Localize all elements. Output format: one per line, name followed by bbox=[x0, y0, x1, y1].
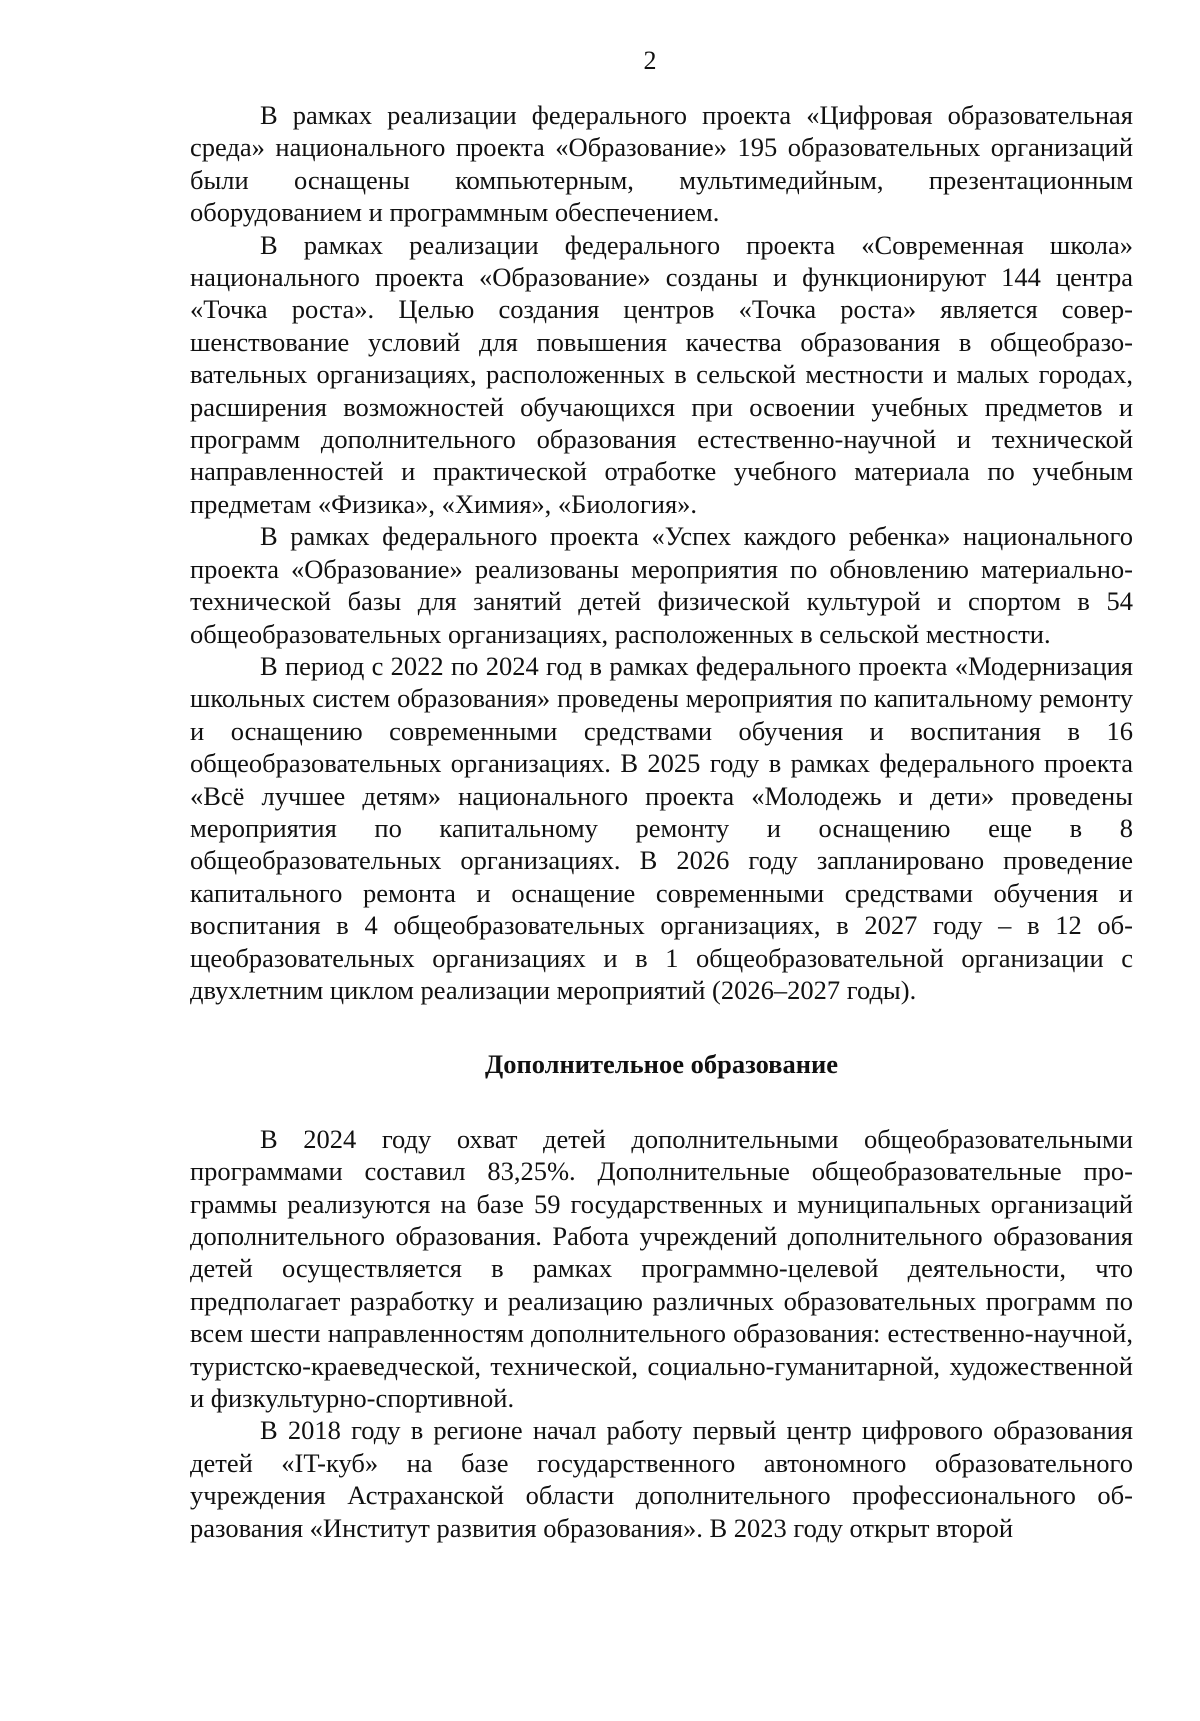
paragraph-additional-education-coverage: В 2024 году охват детей дополнительными общеобразовательными программами составил 83,25%. Дополнительные общеобразовательные программы реализуются на базе 59 государственных и муниципальных организаций дополнительного образования. Работа учреждений дополнительного образования детей осуществляется в рамках программно-целевой деятельности, что предполагает разработку и реализацию различных образовательных программ по всем шести направленностям дополнительного образования: естественно-научной, туристско-краеведческой, технической, социально-гуманитарной, художественной и физкультурно-спортивной. bbox=[190, 1123, 1133, 1414]
paragraph-it-cube: В 2018 году в регионе начал работу первый центр цифрового образования детей «IT-куб» на базе государственного автономного образовательного учреждения Астраханской области дополнительного профессионального образования «Институт развития образования». В 2023 году открыт второй bbox=[190, 1415, 1133, 1543]
section-heading-additional-education: Дополнительное образование bbox=[484, 1049, 839, 1080]
page-number: 2 bbox=[643, 46, 657, 75]
document-body bbox=[190, 99, 1133, 1544]
paragraph-school-modernization: В период с 2022 по 2024 год в рамках федерального проекта «Модернизация школьных систем образования» проведены мероприятия по капитальному ремонту и оснащению современными средствами обучения и воспитания в 16 общеобразовательных организациях. В 2025 году в рамках федерального проекта «Всё лучшее детям» национального проекта «Молодежь и дети» проведены мероприятия по капитальному ремонту и оснащению еще в 8 общеобразовательных организациях. В 2026 году запланировано проведение капитального ремонта и оснащение современными средствами обучения и воспитания в 4 общеобразовательных организациях, в 2027 году – в 12 общеобразовательных организациях и в 1 общеобразовательной организации с двухлетним циклом реализации мероприятий (2026–2027 годы). bbox=[190, 650, 1133, 1005]
paragraph-success-every-child: В рамках федерального проекта «Успех каждого ребенка» национального проекта «Образование» реализованы мероприятия по обновлению материально-технической базы для занятий детей физической культурой и спортом в 54 общеобразовательных организациях, расположенных в сельской местности. bbox=[190, 521, 1133, 649]
paragraph-modern-school: В рамках реализации федерального проекта «Современная школа» национального проекта «Образование» созданы и функционируют 144 центра «Точка роста». Целью создания центров «Точка роста» является совершенствование условий для повышения качества образования в общеобразовательных организациях, расположенных в сельской местности и малых городах, расширения возможностей обучающихся при освоении учебных предметов и программ дополнительного образования естественно-научной и технической направленностей и практической отработке учебного материала по учебным предметам «Физика», «Химия», «Биология». bbox=[190, 229, 1133, 519]
paragraph-digital-environment: В рамках реализации федерального проекта «Цифровая образовательная среда» национального проекта «Образование» 195 образовательных организаций были оснащены компьютерным, мультимедийным, презентационным оборудованием и программным обеспечением. bbox=[190, 100, 1133, 228]
